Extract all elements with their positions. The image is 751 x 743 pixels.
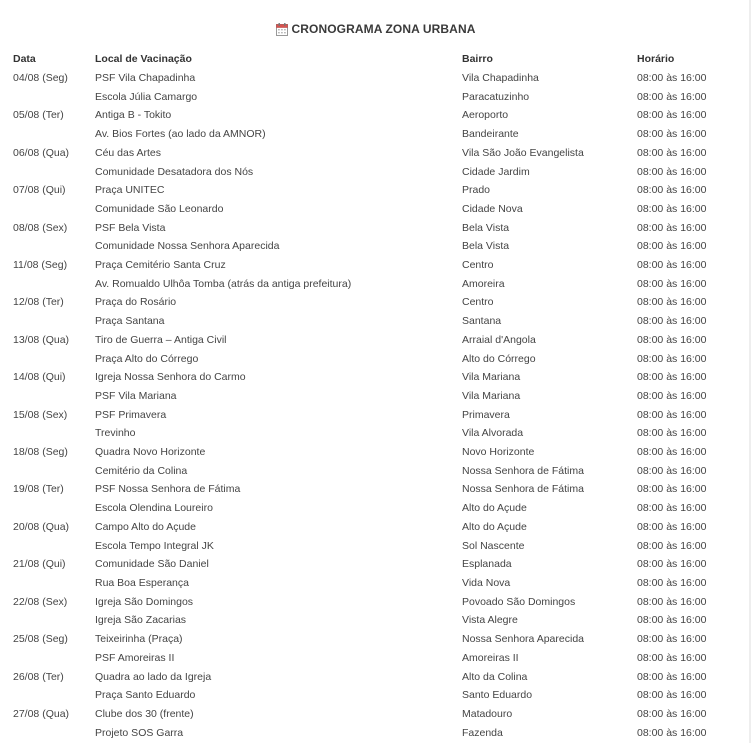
cell-bairro: Vila São João Evangelista (462, 146, 584, 159)
cell-local: Quadra ao lado da Igreja (95, 670, 212, 683)
table-row (13, 480, 725, 499)
cell-local: Teixeirinha (Praça) (95, 633, 183, 646)
cell-date: 04/08 (Seg) (13, 72, 68, 84)
cell-local: Comunidade São Daniel (95, 558, 209, 571)
cell-hora: 08:00 às 16:00 (637, 352, 707, 365)
cell-bairro: Esplanada (462, 558, 512, 571)
cell-hora: 08:00 às 16:00 (637, 184, 707, 197)
cell-hora: 08:00 às 16:00 (637, 221, 707, 234)
table-row (13, 350, 725, 369)
cell-bairro: Vista Alegre (462, 614, 518, 627)
cell-hora: 08:00 às 16:00 (637, 109, 707, 122)
cell-date (13, 200, 95, 219)
header-date: Data (13, 53, 36, 65)
cell-bairro: Arraial d'Angola (462, 333, 536, 346)
cell-bairro: Povoado São Domingos (462, 595, 576, 608)
cell-bairro: Vila Mariana (462, 371, 521, 384)
cell-hora: 08:00 às 16:00 (637, 707, 707, 720)
cell-hora: 08:00 às 16:00 (637, 333, 707, 346)
cell-local: Clube dos 30 (frente) (95, 707, 194, 720)
cell-bairro: Centro (462, 259, 494, 272)
table-row (13, 368, 725, 387)
cell-local: Praça UNITEC (95, 184, 165, 197)
cell-bairro: Primavera (462, 408, 510, 421)
cell-hora: 08:00 às 16:00 (637, 165, 707, 178)
cell-bairro: Nossa Senhora Aparecida (462, 633, 584, 646)
cell-bairro: Santo Eduardo (462, 689, 533, 702)
cell-local: PSF Vila Chapadinha (95, 72, 196, 84)
page-title-container (0, 22, 751, 39)
cell-bairro: Amoreiras II (462, 651, 519, 664)
cell-bairro: Amoreira (462, 277, 505, 290)
cell-bairro: Nossa Senhora de Fátima (462, 464, 584, 477)
cell-bairro: Vila Mariana (462, 389, 521, 402)
cell-bairro: Vila Chapadinha (462, 72, 539, 84)
cell-hora: 08:00 às 16:00 (637, 146, 707, 159)
header-local: Local de Vacinação (95, 53, 192, 65)
cell-bairro: Alto do Açude (462, 502, 527, 515)
cell-bairro: Bela Vista (462, 240, 510, 253)
table-row (13, 312, 725, 331)
cell-bairro: Prado (462, 184, 491, 197)
cell-date: 06/08 (Qua) (13, 146, 70, 159)
cell-local: Av. Bios Fortes (ao lado da AMNOR) (95, 128, 266, 141)
cell-date: 12/08 (Ter) (13, 296, 64, 309)
cell-local: Igreja São Domingos (95, 595, 194, 608)
cell-date: 27/08 (Qua) (13, 707, 70, 720)
cell-date: 22/08 (Sex) (13, 595, 68, 608)
table-row (13, 537, 725, 556)
cell-local: Escola Olendina Loureiro (95, 502, 213, 515)
cell-date (13, 350, 95, 369)
table-row (13, 574, 725, 593)
cell-date: 25/08 (Seg) (13, 633, 68, 646)
cell-date (13, 574, 95, 593)
table-row (13, 144, 725, 163)
cell-date (13, 125, 95, 144)
cell-local: Praça Cemitério Santa Cruz (95, 259, 226, 272)
cell-date (13, 649, 95, 668)
cell-hora: 08:00 às 16:00 (637, 427, 707, 440)
cell-date (13, 686, 95, 705)
cell-date: 15/08 (Sex) (13, 408, 68, 421)
cell-hora: 08:00 às 16:00 (637, 483, 707, 496)
cell-local: Tiro de Guerra – Antiga Civil (95, 333, 227, 346)
cell-hora: 08:00 às 16:00 (637, 240, 707, 253)
cell-hora: 08:00 às 16:00 (637, 408, 707, 421)
cell-hora: 08:00 às 16:00 (637, 726, 707, 739)
table-row (13, 106, 725, 125)
table-row (13, 462, 725, 481)
cell-bairro: Santana (462, 315, 502, 328)
table-row (13, 686, 725, 705)
cell-local: Céu das Artes (95, 146, 161, 159)
cell-date (13, 499, 95, 518)
cell-date: 07/08 (Qui) (13, 184, 66, 197)
cell-hora: 08:00 às 16:00 (637, 446, 707, 459)
cell-hora: 08:00 às 16:00 (637, 651, 707, 664)
cell-hora: 08:00 às 16:00 (637, 689, 707, 702)
cell-local: PSF Bela Vista (95, 221, 166, 234)
table-row (13, 611, 725, 630)
cell-hora: 08:00 às 16:00 (637, 72, 707, 84)
table-row (13, 387, 725, 406)
cell-hora: 08:00 às 16:00 (637, 202, 707, 215)
cell-hora: 08:00 às 16:00 (637, 315, 707, 328)
cell-local: Rua Boa Esperança (95, 576, 189, 589)
table-row (13, 724, 725, 743)
table-row (13, 331, 725, 350)
table-row (13, 630, 725, 649)
cell-hora: 08:00 às 16:00 (637, 502, 707, 515)
table-row (13, 219, 725, 238)
cell-date (13, 312, 95, 331)
cell-date (13, 387, 95, 406)
cell-hora: 08:00 às 16:00 (637, 464, 707, 477)
table-row (13, 443, 725, 462)
cell-bairro: Cidade Nova (462, 202, 523, 215)
cell-local: Praça Santo Eduardo (95, 689, 196, 702)
cell-hora: 08:00 às 16:00 (637, 520, 707, 533)
cell-bairro: Sol Nascente (462, 539, 525, 552)
cell-local: Quadra Novo Horizonte (95, 446, 206, 459)
schedule-table (13, 50, 725, 742)
cell-bairro: Bela Vista (462, 221, 510, 234)
cell-bairro: Novo Horizonte (462, 446, 535, 459)
cell-hora: 08:00 às 16:00 (637, 259, 707, 272)
table-header-row (13, 50, 725, 69)
cell-bairro: Bandeirante (462, 128, 519, 141)
cell-bairro: Nossa Senhora de Fátima (462, 483, 584, 496)
cell-bairro: Matadouro (462, 707, 513, 720)
cell-local: PSF Vila Mariana (95, 389, 177, 402)
cell-date (13, 88, 95, 107)
cell-local: Escola Júlia Camargo (95, 90, 198, 103)
page-title: CRONOGRAMA ZONA URBANA (291, 22, 476, 36)
cell-date: 20/08 (Qua) (13, 520, 70, 533)
cell-local: Praça Santana (95, 315, 165, 328)
header-bairro: Bairro (462, 53, 493, 65)
table-row (13, 88, 725, 107)
cell-bairro: Aeroporto (462, 109, 509, 122)
cell-hora: 08:00 às 16:00 (637, 90, 707, 103)
cell-date: 26/08 (Ter) (13, 670, 64, 683)
cell-date: 05/08 (Ter) (13, 109, 64, 122)
cell-date (13, 537, 95, 556)
cell-local: Igreja Nossa Senhora do Carmo (95, 371, 246, 384)
cell-date (13, 275, 95, 294)
table-row (13, 237, 725, 256)
table-row (13, 649, 725, 668)
cell-bairro: Centro (462, 296, 494, 309)
table-row (13, 555, 725, 574)
cell-bairro: Cidade Jardim (462, 165, 530, 178)
cell-date: 18/08 (Seg) (13, 446, 68, 459)
cell-hora: 08:00 às 16:00 (637, 277, 707, 290)
table-row (13, 256, 725, 275)
table-row (13, 125, 725, 144)
cell-bairro: Vila Alvorada (462, 427, 524, 440)
cell-local: PSF Nossa Senhora de Fátima (95, 483, 241, 496)
cell-date: 08/08 (Sex) (13, 221, 68, 234)
cell-date (13, 424, 95, 443)
table-row (13, 163, 725, 182)
cell-local: Cemitério da Colina (95, 464, 188, 477)
table-row (13, 293, 725, 312)
table-row (13, 69, 725, 88)
cell-date: 19/08 (Ter) (13, 483, 64, 496)
schedule-body (13, 69, 725, 742)
cell-local: Av. Romualdo Ulhôa Tomba (atrás da antiga prefeitura) (95, 277, 352, 290)
cell-local: Comunidade Nossa Senhora Aparecida (95, 240, 280, 253)
table-row (13, 668, 725, 687)
cell-date (13, 163, 95, 182)
cell-hora: 08:00 às 16:00 (637, 128, 707, 141)
cell-local: Praça do Rosário (95, 296, 177, 309)
cell-hora: 08:00 às 16:00 (637, 633, 707, 646)
cell-bairro: Paracatuzinho (462, 90, 530, 103)
table-row (13, 593, 725, 612)
cell-hora: 08:00 às 16:00 (637, 539, 707, 552)
table-row (13, 200, 725, 219)
cell-date (13, 724, 95, 743)
cell-hora: 08:00 às 16:00 (637, 296, 707, 309)
calendar-icon (276, 23, 288, 36)
cell-date (13, 611, 95, 630)
cell-bairro: Alto do Córrego (462, 352, 536, 365)
cell-local: Trevinho (95, 427, 136, 440)
cell-hora: 08:00 às 16:00 (637, 371, 707, 384)
cell-local: Igreja São Zacarias (95, 614, 187, 627)
table-row (13, 406, 725, 425)
cell-date: 13/08 (Qua) (13, 333, 70, 346)
cell-local: PSF Primavera (95, 408, 167, 421)
cell-bairro: Fazenda (462, 726, 503, 739)
cell-date (13, 237, 95, 256)
table-row (13, 518, 725, 537)
cell-hora: 08:00 às 16:00 (637, 389, 707, 402)
cell-local: Projeto SOS Garra (95, 726, 184, 739)
cell-hora: 08:00 às 16:00 (637, 614, 707, 627)
table-row (13, 424, 725, 443)
cell-local: PSF Amoreiras II (95, 651, 175, 664)
cell-hora: 08:00 às 16:00 (637, 558, 707, 571)
cell-bairro: Alto da Colina (462, 670, 528, 683)
table-row (13, 275, 725, 294)
cell-date: 14/08 (Qui) (13, 371, 66, 384)
cell-local: Comunidade São Leonardo (95, 202, 224, 215)
cell-hora: 08:00 às 16:00 (637, 670, 707, 683)
cell-date (13, 462, 95, 481)
cell-local: Praça Alto do Córrego (95, 352, 199, 365)
cell-hora: 08:00 às 16:00 (637, 595, 707, 608)
cell-local: Campo Alto do Açude (95, 520, 196, 533)
table-row (13, 499, 725, 518)
cell-bairro: Vida Nova (462, 576, 511, 589)
cell-date: 11/08 (Seg) (13, 259, 68, 272)
table-row (13, 705, 725, 724)
header-hora: Horário (637, 53, 675, 65)
cell-local: Antiga B - Tokito (95, 109, 172, 122)
cell-date: 21/08 (Qui) (13, 558, 66, 571)
cell-local: Escola Tempo Integral JK (95, 539, 214, 552)
table-row (13, 181, 725, 200)
cell-hora: 08:00 às 16:00 (637, 576, 707, 589)
cell-local: Comunidade Desatadora dos Nós (95, 165, 254, 178)
cell-bairro: Alto do Açude (462, 520, 527, 533)
